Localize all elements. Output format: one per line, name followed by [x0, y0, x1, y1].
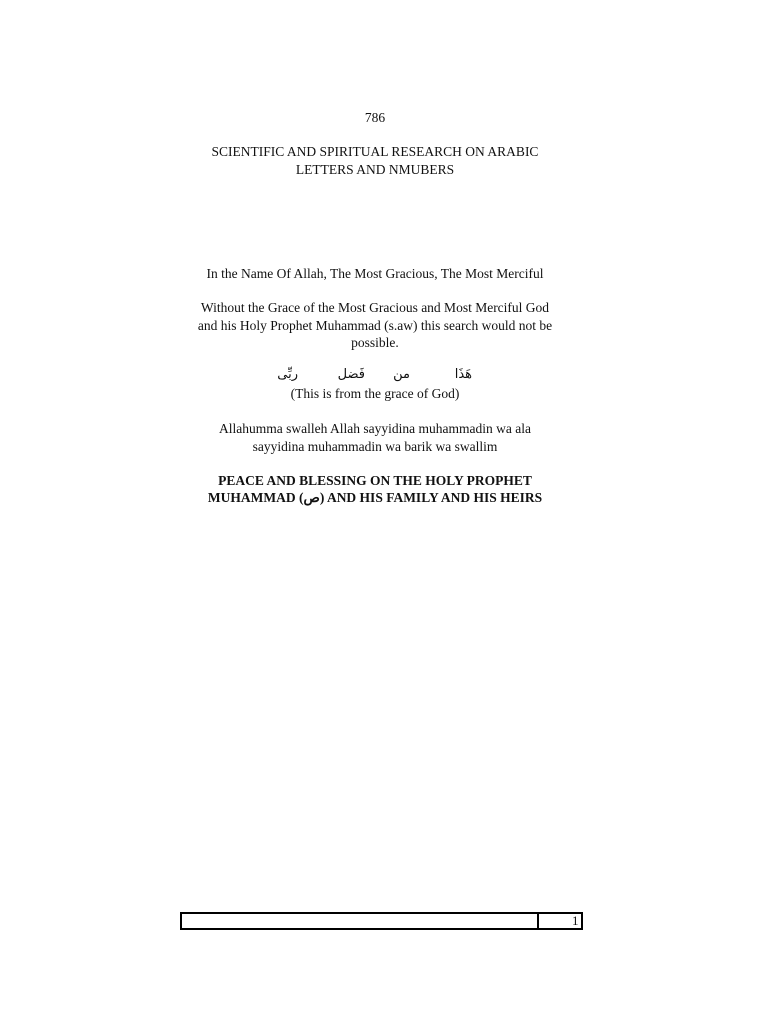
title-line-1: SCIENTIFIC AND SPIRITUAL RESEARCH ON ARABIC — [211, 144, 539, 159]
salawat-line-1: Allahumma swalleh Allah sayyidina muhammadin wa ala — [219, 421, 531, 436]
arabic-word-3: فَضل — [337, 367, 365, 382]
title-line-2: LETTERS AND NMUBERS — [295, 162, 455, 177]
arabic-word-1: هَذَا — [454, 367, 472, 382]
peace-line-1: PEACE AND BLESSING ON THE HOLY PROPHET — [218, 473, 532, 488]
arabic-word-2: من — [393, 367, 410, 382]
arabic-phrase — [270, 367, 490, 387]
translation-line: (This is from the grace of God) — [290, 386, 460, 401]
salawat-line-2: sayyidina muhammadin wa barik wa swallim — [252, 439, 498, 454]
document-number: 786 — [364, 110, 386, 125]
grace-line-2: and his Holy Prophet Muhammad (s.aw) this search would not be — [197, 318, 553, 333]
grace-line-1: Without the Grace of the Most Gracious and Most Merciful God — [200, 300, 550, 315]
basmala-line: In the Name Of Allah, The Most Gracious, The Most Merciful — [206, 266, 544, 281]
arabic-word-4: ربِّى — [277, 367, 298, 382]
footer-divider — [537, 912, 539, 930]
page-number: 1 — [572, 913, 579, 928]
footer-table — [180, 912, 583, 930]
grace-line-3: possible. — [351, 335, 399, 350]
peace-line-2: MUHAMMAD (ص) AND HIS FAMILY AND HIS HEIRS — [207, 490, 543, 505]
